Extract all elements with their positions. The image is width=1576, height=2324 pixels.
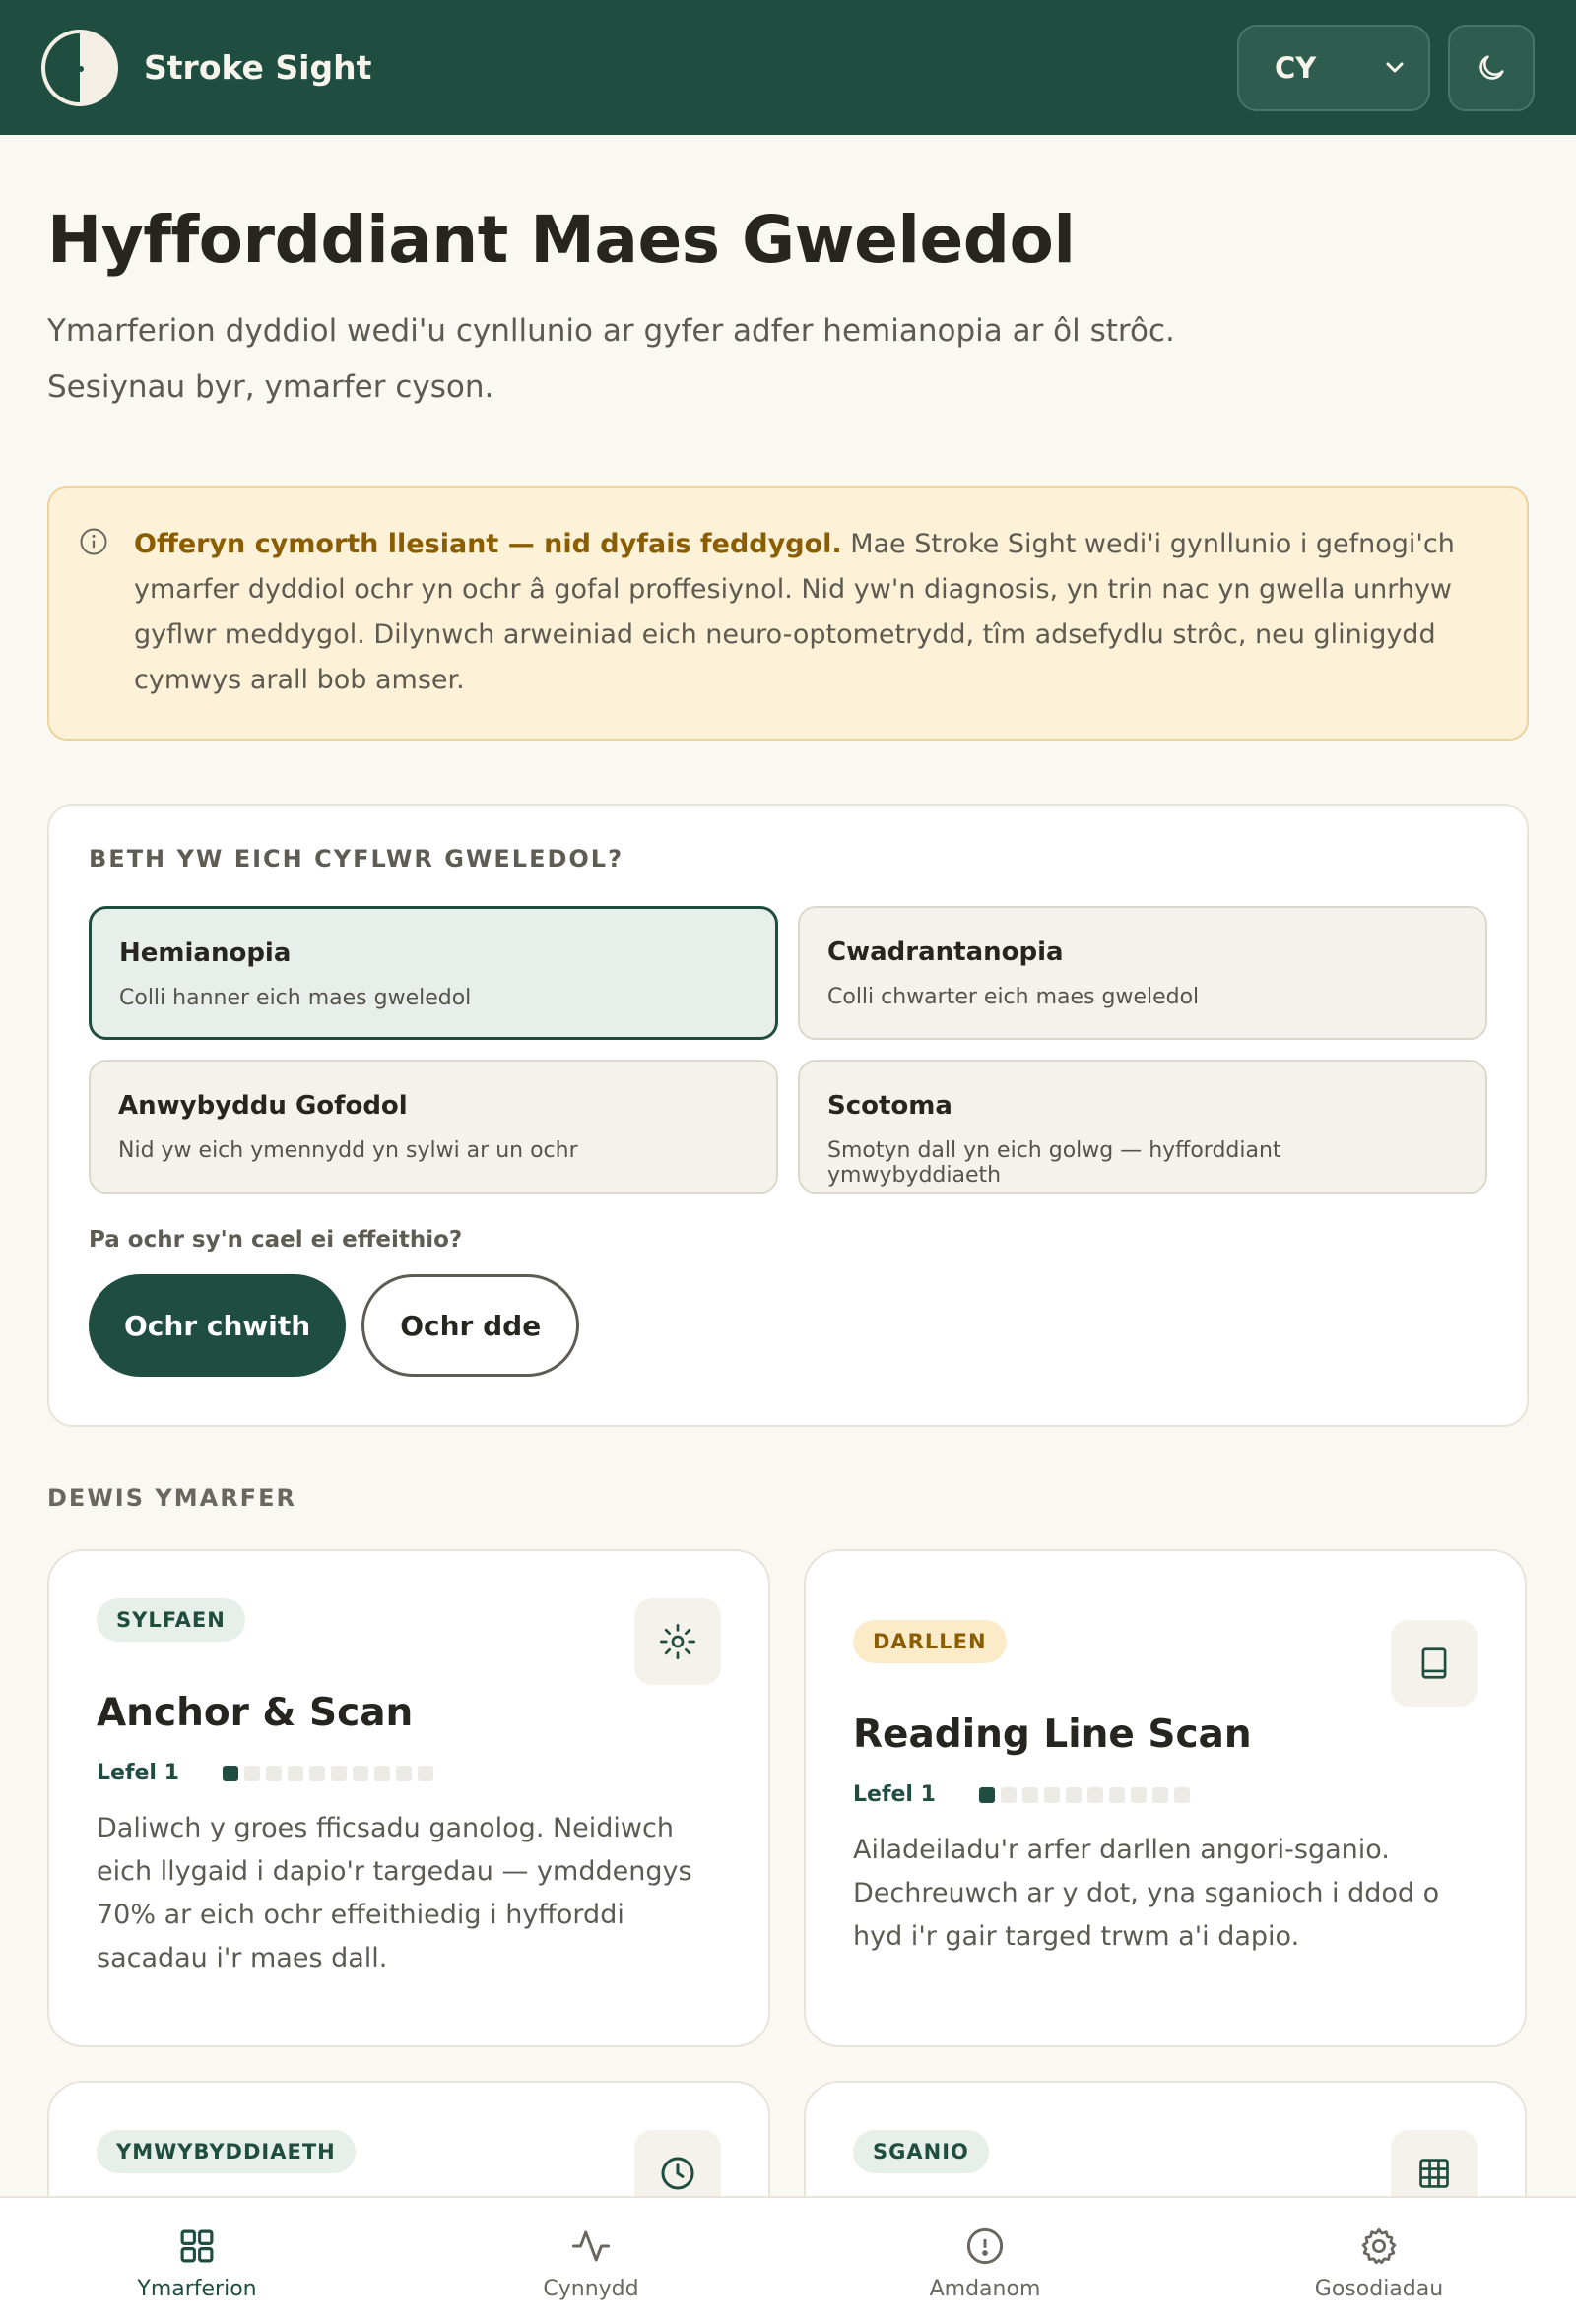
nav-label: Gosodiadau <box>1314 2277 1444 2301</box>
level-segment <box>396 1766 412 1781</box>
info-icon <box>964 2226 1006 2267</box>
sun-icon <box>634 1598 721 1685</box>
activity-icon <box>570 2226 612 2267</box>
level-segment <box>1152 1787 1168 1803</box>
nav-item-progress[interactable] <box>394 2198 788 2324</box>
exercise-desc: Daliwch y groes fficsadu ganolog. Neidiwch eich llygaid i dapio'r targedau — ymddengys 70% ar eich ochr effeithiedig i hyfforddi sacadau i'r maes dall. <box>97 1813 692 1973</box>
level-segment <box>1109 1787 1125 1803</box>
gear-icon <box>1358 2226 1400 2267</box>
page-subtitle: Ymarferion dyddiol wedi'u cynllunio ar gyfer adfer hemianopia ar ôl strôc. Sesiynau byr, ymarfer cyson. <box>47 313 1175 405</box>
level-segment <box>1174 1787 1190 1803</box>
condition-desc: Smotyn dall yn eich golwg — hyfforddiant ymwybyddiaeth <box>827 1138 1281 1188</box>
exercises-label: DEWIS YMARFER <box>47 1484 296 1512</box>
brand-name: Stroke Sight <box>144 48 372 87</box>
condition-title: Cwadrantanopia <box>827 937 1064 967</box>
condition-panel <box>47 804 1529 1427</box>
level-segment <box>353 1766 368 1781</box>
condition-title: Hemianopia <box>119 938 292 968</box>
level-indicator <box>979 1787 1196 1803</box>
exercise-title: Anchor & Scan <box>97 1691 414 1735</box>
level-segment <box>1087 1787 1103 1803</box>
bottom-nav <box>0 2196 1576 2324</box>
condition-desc: Nid yw eich ymennydd yn sylwi ar un ochr <box>118 1138 578 1163</box>
side-question: Pa ochr sy'n cael ei effeithio? <box>89 1227 463 1253</box>
exercise-tag: SGANIO <box>853 2130 989 2173</box>
nav-item-settings[interactable] <box>1182 2198 1576 2324</box>
language-select[interactable] <box>1237 25 1430 111</box>
condition-option-scotoma[interactable] <box>798 1060 1487 1194</box>
nav-item-exercises[interactable] <box>0 2198 394 2324</box>
half-circle-eye-icon <box>41 30 118 106</box>
nav-label: Cynnydd <box>543 2277 639 2301</box>
condition-option-hemianopia[interactable] <box>89 906 778 1040</box>
app-header <box>0 0 1576 135</box>
level-segment <box>1066 1787 1082 1803</box>
level-segment <box>1001 1787 1017 1803</box>
level-segment <box>244 1766 260 1781</box>
exercise-tag: YMWYBYDDIAETH <box>97 2130 356 2173</box>
level-segment <box>288 1766 303 1781</box>
condition-desc: Colli chwarter eich maes gweledol <box>827 985 1200 1009</box>
level-segment <box>1022 1787 1038 1803</box>
condition-label: BETH YW EICH CYFLWR GWELEDOL? <box>89 845 624 872</box>
level-segment <box>1131 1787 1147 1803</box>
language-value: CY <box>1275 50 1317 85</box>
level-label: Lefel 1 <box>97 1761 179 1785</box>
nav-label: Amdanom <box>929 2277 1041 2301</box>
grid-icon <box>176 2226 218 2267</box>
main-content <box>47 135 1529 2324</box>
condition-option-quadrantanopia[interactable] <box>798 906 1487 1040</box>
exercise-tag: DARLLEN <box>853 1620 1007 1663</box>
level-segment <box>1044 1787 1060 1803</box>
condition-title: Scotoma <box>827 1091 952 1121</box>
level-segment <box>418 1766 433 1781</box>
nav-item-about[interactable] <box>788 2198 1182 2324</box>
level-segment <box>223 1766 238 1781</box>
level-segment <box>331 1766 347 1781</box>
exercise-card-reading-line-scan[interactable] <box>804 1549 1527 2047</box>
exercise-title: Reading Line Scan <box>853 1712 1252 1757</box>
notice-bold: Offeryn cymorth llesiant — nid dyfais feddygol. <box>134 529 842 559</box>
side-left-button[interactable]: Ochr chwith <box>89 1274 346 1377</box>
nav-label: Ymarferion <box>137 2277 257 2301</box>
moon-icon <box>1475 51 1508 85</box>
condition-desc: Colli hanner eich maes gweledol <box>119 986 472 1010</box>
level-segment <box>979 1787 995 1803</box>
level-label: Lefel 1 <box>853 1782 936 1807</box>
info-icon <box>79 527 108 556</box>
side-right-button[interactable]: Ochr dde <box>361 1274 579 1377</box>
level-segment <box>309 1766 325 1781</box>
level-segment <box>266 1766 282 1781</box>
chevron-down-icon <box>1385 61 1405 75</box>
exercise-card-anchor-scan[interactable] <box>47 1549 770 2047</box>
exercise-desc: Ailadeiladu'r arfer darllen angori-sganio. Dechreuwch ar y dot, yna sganioch i ddod o hyd i'r gair targed trwm a'i dapio. <box>853 1835 1440 1952</box>
theme-toggle-button[interactable] <box>1448 25 1535 111</box>
exercise-tag: SYLFAEN <box>97 1598 245 1642</box>
condition-option-spatial-neglect[interactable] <box>89 1060 778 1194</box>
condition-title: Anwybyddu Gofodol <box>118 1091 408 1121</box>
page-title: Hyfforddiant Maes Gweledol <box>47 202 1076 278</box>
book-icon <box>1391 1620 1478 1707</box>
level-segment <box>374 1766 390 1781</box>
disclaimer-notice <box>47 486 1529 741</box>
notice-text: Mae Stroke Sight wedi'i gynllunio i gefnogi'ch ymarfer dyddiol ochr yn ochr â gofal proffesiynol. Nid yw'n diagnosis, yn trin nac yn gwella unrhyw gyflwr meddygol. Dilynwch arweiniad eich neuro-optometrydd, tîm adsefydlu strôc, neu glinigydd cymwys arall bob amser. <box>134 529 1455 695</box>
level-indicator <box>223 1766 439 1781</box>
